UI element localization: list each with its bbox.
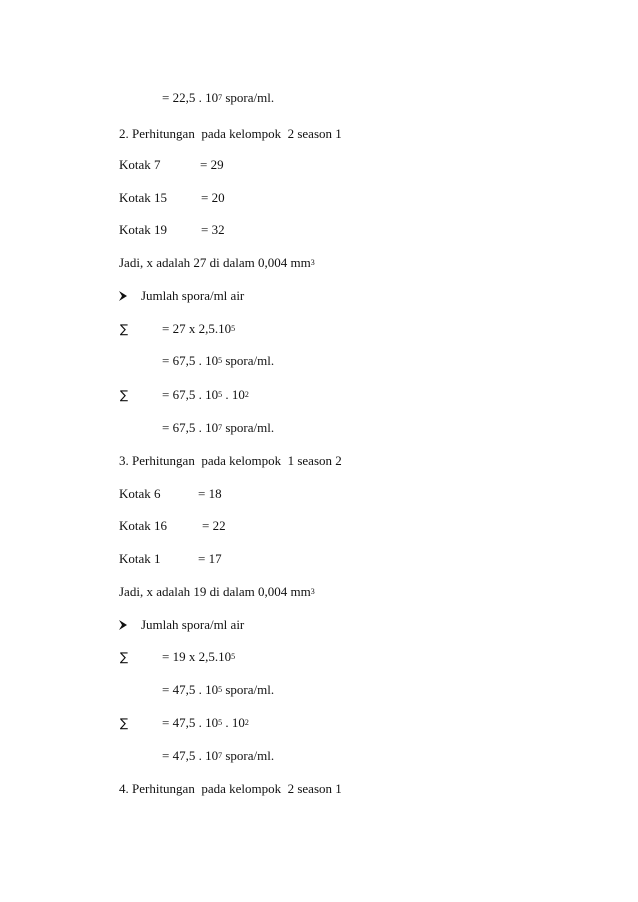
sigma-symbol: ∑	[120, 650, 129, 664]
exponent: 5	[231, 324, 236, 333]
bullet-text: Jumlah spora/ml air	[141, 288, 245, 303]
result-text: = 47,5 . 10	[162, 748, 219, 763]
box-row	[119, 518, 167, 534]
exponent: 2	[244, 390, 249, 399]
formula-text: = 19 x 2,5.10	[162, 649, 232, 664]
formula-line	[162, 682, 274, 698]
exponent: 3	[310, 258, 315, 267]
sigma-symbol: ∑	[120, 716, 129, 730]
formula-text: = 47,5 . 10	[162, 682, 219, 697]
box-value: = 29	[200, 157, 224, 172]
exponent: 5	[218, 390, 223, 399]
box-label: Kotak 15	[119, 190, 168, 205]
box-label: Kotak 6	[119, 486, 161, 501]
box-value: = 17	[198, 551, 222, 566]
formula-line	[162, 649, 235, 665]
exponent: 5	[231, 652, 236, 661]
unit-text: spora/ml.	[222, 748, 275, 763]
sigma-symbol: ∑	[120, 388, 129, 402]
formula-text: = 67,5 . 10	[162, 387, 219, 402]
bullet-line	[119, 617, 244, 633]
exponent: 5	[218, 685, 223, 694]
exponent: 3	[310, 587, 315, 596]
section-heading-4: 4. Perhitungan pada kelompok 2 season 1	[119, 781, 342, 796]
result-text: = 67,5 . 10	[162, 420, 219, 435]
exponent: 2	[244, 718, 249, 727]
formula-text: . 10	[222, 715, 245, 730]
exponent: 7	[218, 93, 223, 102]
sigma-symbol: ∑	[120, 322, 129, 336]
unit-text: spora/ml.	[222, 353, 275, 368]
box-value: = 22	[202, 518, 226, 533]
box-label: Kotak 1	[119, 551, 161, 566]
result-text: = 22,5 . 10	[162, 90, 219, 105]
formula-text: = 67,5 . 10	[162, 353, 219, 368]
formula-text: . 10	[222, 387, 245, 402]
bullet-text: Jumlah spora/ml air	[141, 617, 245, 632]
bullet-line	[119, 288, 244, 304]
box-value: = 18	[198, 486, 222, 501]
box-value: = 20	[201, 190, 225, 205]
unit-text: spora/ml.	[222, 420, 275, 435]
formula-line	[162, 353, 274, 369]
conclusion-line	[119, 255, 315, 271]
exponent: 7	[218, 423, 223, 432]
box-row	[119, 222, 167, 238]
conclusion-text: Jadi, x adalah 19 di dalam 0,004 mm	[119, 584, 311, 599]
section-heading-3: 3. Perhitungan pada kelompok 1 season 2	[119, 453, 342, 468]
formula-line	[162, 321, 235, 337]
exponent: 7	[218, 751, 223, 760]
formula-line	[162, 715, 249, 731]
conclusion-text: Jadi, x adalah 27 di dalam 0,004 mm	[119, 255, 311, 270]
formula-line	[162, 387, 249, 403]
result-line	[162, 90, 274, 106]
conclusion-line	[119, 584, 315, 600]
box-row	[119, 486, 161, 502]
exponent: 5	[218, 356, 223, 365]
box-label: Kotak 19	[119, 222, 168, 237]
box-row	[119, 157, 161, 173]
box-row	[119, 190, 167, 206]
box-label: Kotak 7	[119, 157, 161, 172]
arrow-bullet-icon	[119, 291, 127, 301]
formula-text: = 47,5 . 10	[162, 715, 219, 730]
arrow-bullet-icon	[119, 620, 127, 630]
result-line	[162, 748, 274, 764]
unit-text: spora/ml.	[222, 90, 275, 105]
unit-text: spora/ml.	[222, 682, 275, 697]
box-value: = 32	[201, 222, 225, 237]
box-row	[119, 551, 161, 567]
section-heading-2: 2. Perhitungan pada kelompok 2 season 1	[119, 126, 342, 141]
result-line	[162, 420, 274, 436]
exponent: 5	[218, 718, 223, 727]
box-label: Kotak 16	[119, 518, 168, 533]
formula-text: = 27 x 2,5.10	[162, 321, 232, 336]
